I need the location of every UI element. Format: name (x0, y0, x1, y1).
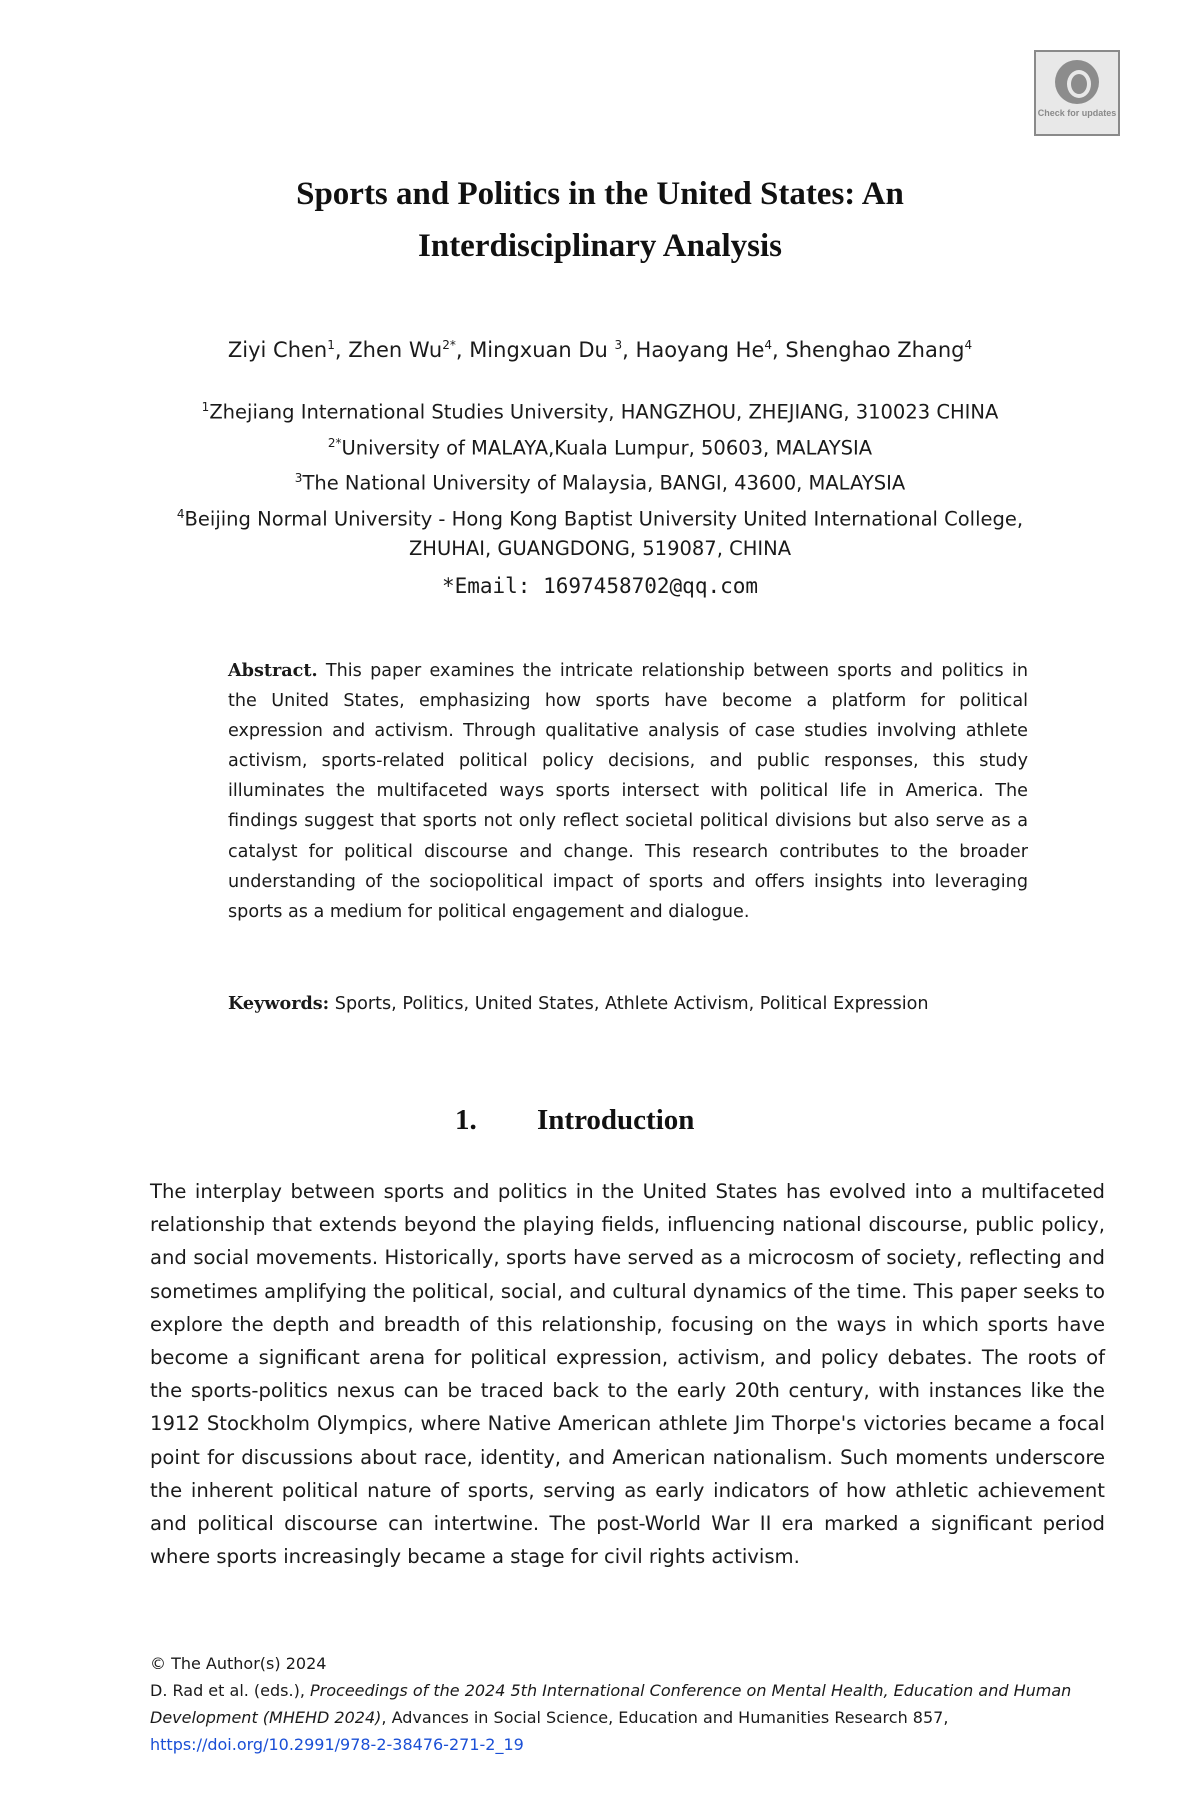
citation-editors: D. Rad et al. (eds.), (150, 1681, 311, 1700)
keywords-label: Keywords: (228, 993, 330, 1014)
author-affiliation-mark: 4 (764, 338, 773, 352)
affiliation-mark: 1 (201, 400, 210, 414)
keywords (228, 989, 1028, 1019)
check-for-updates-badge[interactable] (1034, 50, 1120, 136)
citation-proceedings: Proceedings of the 2024 5th International Conference on Mental Health, Education and Human Development (MHEHD 2024) (150, 1681, 1072, 1727)
affiliation-line (120, 534, 1080, 564)
author-name: Haoyang He (635, 338, 765, 362)
copyright-notice: © The Author(s) 2024 (150, 1654, 327, 1673)
affiliation-mark: 4 (176, 506, 185, 521)
abstract (228, 656, 1028, 927)
footer (150, 1650, 1110, 1758)
affiliation-line (120, 463, 1080, 499)
paper-title-line-1: Sports and Politics in the United States: An (296, 176, 904, 212)
affiliation-list (120, 392, 1080, 564)
check-for-updates-label: Check for updates (1037, 108, 1117, 118)
author-list (120, 330, 1080, 365)
section-heading-introduction (455, 1102, 694, 1138)
section-number: 1. (455, 1104, 477, 1136)
abstract-text: This paper examines the intricate relationship between sports and politics in the United States, emphasizing how sports have become a platform for political expression and activism. Through qualitative analysis of case studies involving athlete activism, sports-related political policy decisions, and public responses, this study illuminates the multifaceted ways sports intersect with political life in America. The findings suggest that sports not only reflect societal political divisions but also serve as a catalyst for political discourse and change. This research contributes to the broader understanding of the sociopolitical impact of sports and offers insights into leveraging sports as a medium for political engagement and dialogue. (228, 661, 1028, 922)
citation (150, 1677, 1110, 1731)
author-separator: , (455, 338, 470, 362)
check-for-updates-icon (1055, 60, 1099, 104)
section-title: Introduction (537, 1104, 695, 1136)
author-separator: , (334, 338, 349, 362)
abstract-label: Abstract. (228, 660, 318, 681)
paper-title (180, 168, 1020, 272)
affiliation-text: ZHUHAI, GUANGDONG, 519087, CHINA (408, 537, 792, 560)
introduction-paragraph: The interplay between sports and politics in the United States has evolved into a multifaceted relationship that extends beyond the playing fields, influencing national discourse, public policy, and social movements. Historically, sports have served as a microcosm of society, reflecting and sometimes amplifying the political, social, and cultural dynamics of the time. This paper seeks to explore the depth and breadth of this relationship, focusing on the ways in which sports have become a significant arena for political expression, activism, and policy debates. The roots of the sports-politics nexus can be traced back to the early 20th century, with instances like the 1912 Stockholm Olympics, where Native American athlete Jim Thorpe's victories became a focal point for discussions about race, identity, and American nationalism. Such moments underscore the inherent political nature of sports, serving as early indicators of how athletic achievement and political discourse can intertwine. The post-World War II era marked a significant period where sports increasingly became a stage for civil rights activism. (150, 1180, 1105, 1569)
doi-link[interactable]: https://doi.org/10.2991/978-2-38476-271-2_19 (150, 1735, 524, 1754)
author-separator: , (772, 338, 786, 362)
author-name: Shenghao Zhang (785, 338, 965, 362)
affiliation-text: University of MALAYA,Kuala Lumpur, 50603, MALAYSIA (341, 436, 873, 459)
affiliation-text: Beijing Normal University - Hong Kong Baptist University United International College, (184, 507, 1024, 530)
author-affiliation-mark: 2* (442, 338, 456, 352)
affiliation-line (120, 392, 1080, 428)
paper-title-line-2: Interdisciplinary Analysis (418, 228, 782, 264)
affiliation-line (120, 428, 1080, 464)
affiliation-text: The National University of Malaysia, BANGI, 43600, MALAYSIA (302, 471, 906, 495)
author-affiliation-mark: 4 (964, 338, 973, 352)
affiliation-mark: 3 (294, 471, 303, 485)
affiliation-mark: 2* (327, 435, 342, 450)
affiliation-line (120, 499, 1080, 535)
affiliation-text: Zhejiang International Studies University, HANGZHOU, ZHEJIANG, 310023 CHINA (209, 400, 999, 424)
author-separator: , (622, 338, 636, 362)
author-affiliation-mark: 1 (327, 338, 335, 352)
author-name: Zhen Wu (348, 338, 443, 362)
citation-series: , Advances in Social Science, Education and Humanities Research 857, (381, 1708, 949, 1727)
keywords-text: Sports, Politics, United States, Athlete Activism, Political Expression (334, 994, 929, 1014)
corresponding-email[interactable]: *Email: 1697458702@qq.com (441, 574, 759, 598)
author-name: Mingxuan Du (469, 338, 615, 362)
author-name: Ziyi Chen (227, 338, 328, 362)
author-affiliation-mark: 3 (614, 338, 623, 352)
